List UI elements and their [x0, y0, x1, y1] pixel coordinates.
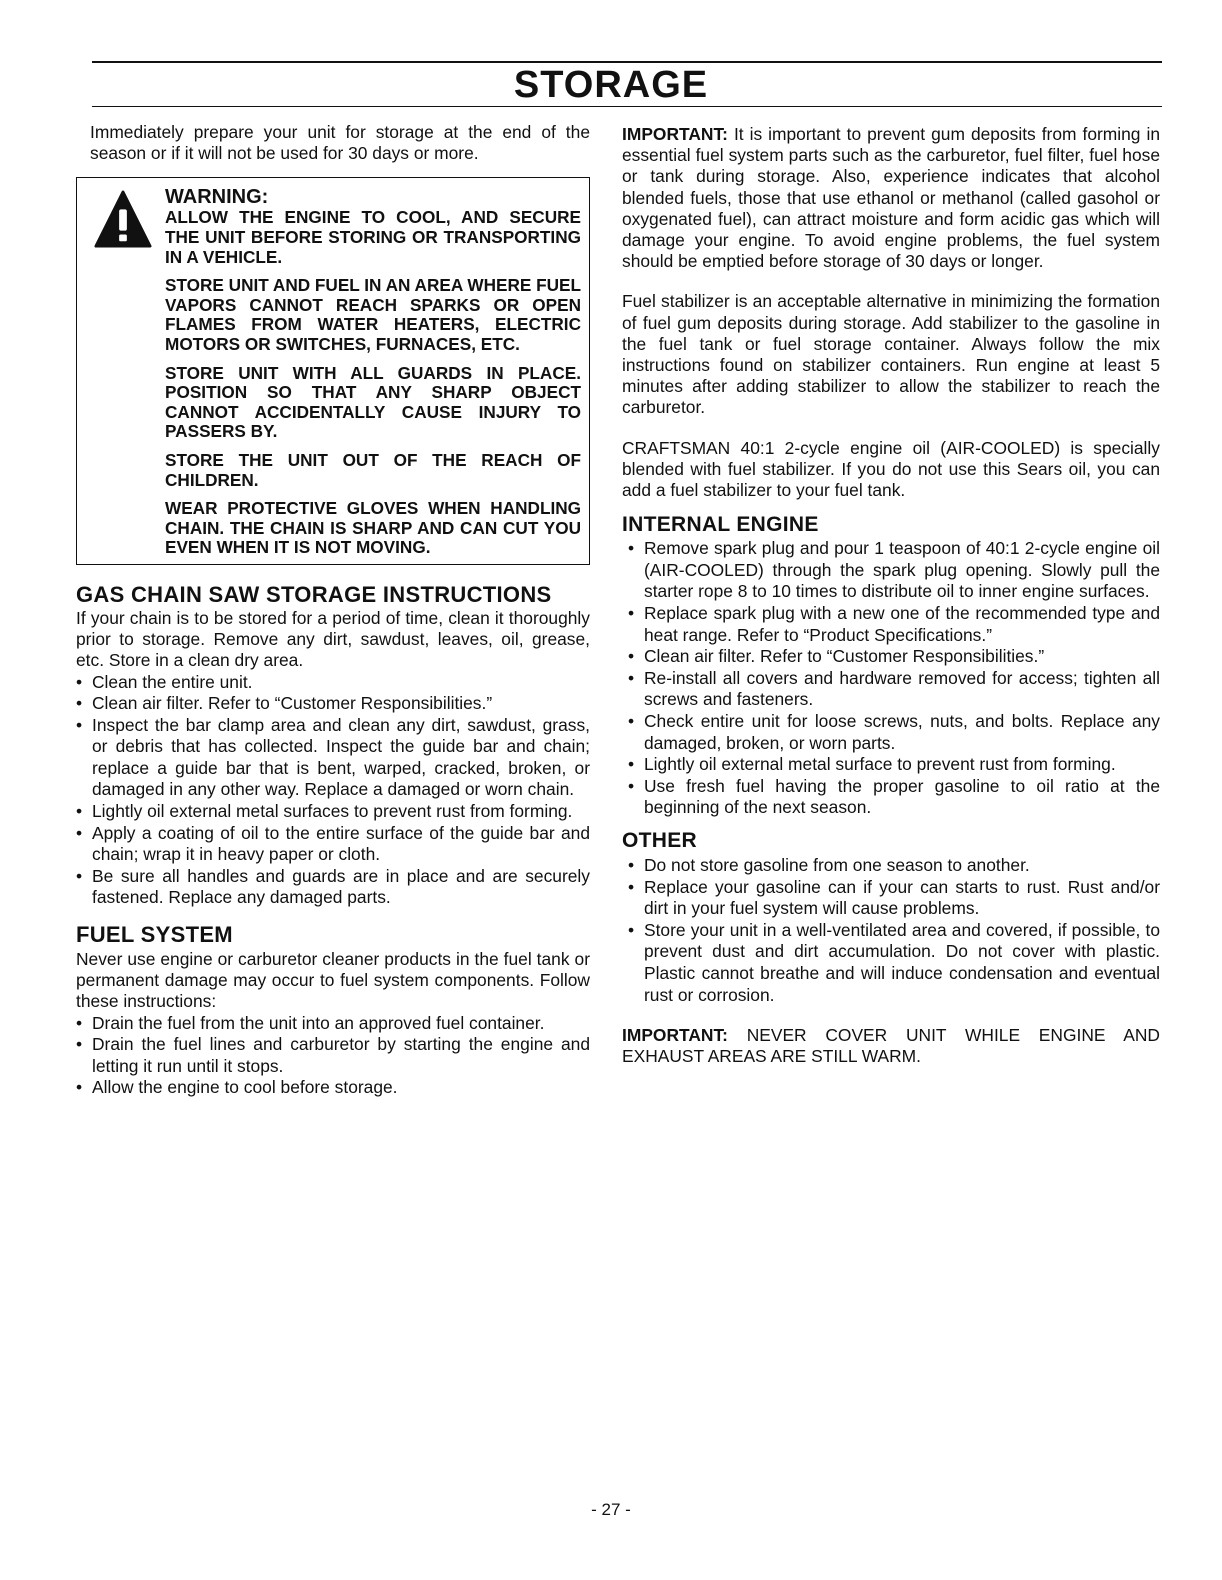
list-item: • Lightly oil external metal surface to prevent rust from forming.: [622, 754, 1160, 776]
warning-paragraph: STORE THE UNIT OUT OF THE REACH OF CHILDREN.: [165, 449, 581, 490]
warning-paragraph: STORE UNIT AND FUEL IN AN AREA WHERE FUEL VAPORS CANNOT REACH SPARKS OR OPEN FLAMES FROM WATER HEATERS, ELECTRIC MOTORS OR SWITCHES, FURNACES, ETC.: [165, 275, 582, 354]
page-title: STORAGE: [513, 64, 709, 106]
gas-storage-text: If your chain is to be stored for a period of time, clean it thoroughly prior to storage. Remove any dirt, sawdust, leaves, oil, grease, etc. Store in a clean dry area.: [76, 607, 590, 671]
list-item: • Use fresh fuel having the proper gasoline to oil ratio at the beginning of the next season.: [622, 776, 1160, 819]
warning-triangle-icon: [94, 189, 152, 251]
list-item: • Clean air filter. Refer to “Customer Responsibilities.”: [76, 693, 590, 715]
list-item: • Be sure all handles and guards are in place and are securely fastened. Replace any damaged parts.: [76, 866, 590, 909]
other-heading: OTHER: [622, 828, 697, 852]
warning-box: [76, 177, 590, 565]
important-text: It is important to prevent gum deposits from forming in essential fuel system parts such as the carburetor, fuel filter, fuel hose or tank during storage. Also, experience indicates that alcohol blended fuels, those that use ethanol or methanol (called gasohol or oxygenated fuel), can attract moisture and form acidic gas which will damage your engine. To avoid engine problems, the fuel system should be emptied before storage of 30 days or longer.: [622, 124, 1160, 272]
important-paragraph: [622, 124, 1160, 272]
list-item: • Drain the fuel from the unit into an approved fuel container.: [76, 1013, 590, 1035]
list-item: • Clean air filter. Refer to “Customer Responsibilities.”: [622, 646, 1160, 668]
fuel-system-heading: FUEL SYSTEM: [76, 922, 233, 948]
list-item: • Check entire unit for loose screws, nuts, and bolts. Replace any damaged, broken, or worn parts.: [622, 711, 1160, 754]
list-item: • Replace your gasoline can if your can starts to rust. Rust and/or dirt in your fuel system will cause problems.: [622, 877, 1160, 920]
intro-paragraph: Immediately prepare your unit for storage at the end of the season or if it will not be used for 30 days or more.: [90, 122, 590, 164]
list-item: • Store your unit in a well-ventilated area and covered, if possible, to prevent dust and dirt accumulation. Do not cover with plastic. Plastic cannot breathe and will induce condensation and eventual rust or corrosion.: [622, 920, 1160, 1006]
other-list: [622, 855, 1160, 1006]
important-warm-paragraph: [622, 1025, 1160, 1067]
important-label: IMPORTANT:: [622, 1025, 728, 1046]
warning-paragraph: WEAR PROTECTIVE GLOVES WHEN HANDLING CHAIN. THE CHAIN IS SHARP AND CAN CUT YOU EVEN WHEN IT IS NOT MOVING.: [165, 498, 581, 558]
title-rule: [92, 106, 1162, 107]
important-text: NEVER COVER UNIT WHILE ENGINE AND EXHAUST AREAS ARE STILL WARM.: [622, 1025, 1160, 1067]
warning-title: WARNING:: [165, 186, 269, 209]
internal-engine-list: [622, 538, 1160, 819]
list-item: • Clean the entire unit.: [76, 672, 590, 694]
list-item: • Do not store gasoline from one season to another.: [622, 855, 1160, 877]
internal-engine-heading: INTERNAL ENGINE: [622, 513, 819, 537]
gas-storage-heading: GAS CHAIN SAW STORAGE INSTRUCTIONS: [76, 581, 552, 607]
fuel-system-list: [76, 1013, 590, 1099]
right-column: [622, 124, 1160, 1068]
top-rule: [92, 61, 1162, 63]
stabilizer-paragraph: Fuel stabilizer is an acceptable alternative in minimizing the formation of fuel gum deposits during storage. Add stabilizer to the gasoline in the fuel tank or fuel storage container. Always follow the mix instructions found on stabilizer containers. Run engine at least 5 minutes after adding stabilizer to allow the stabilizer to reach the carburetor.: [622, 291, 1160, 418]
warning-paragraph: STORE UNIT WITH ALL GUARDS IN PLACE. POSITION SO THAT ANY SHARP OBJECT CANNOT ACCIDENTALLY CAUSE INJURY TO PASSERS BY.: [165, 362, 581, 442]
list-item: • Inspect the bar clamp area and clean any dirt, sawdust, grass, or debris that has collected. Inspect the guide bar and chain; replace a guide bar that is bent, warped, cracked, broken, or damaged in any other way. Replace a damaged or worn chain.: [76, 715, 590, 801]
warning-paragraph: ALLOW THE ENGINE TO COOL, AND SECURE THE UNIT BEFORE STORING OR TRANSPORTING IN A VEHICLE.: [165, 207, 581, 267]
list-item: • Re-install all covers and hardware removed for access; tighten all screws and fasteners.: [622, 668, 1160, 711]
left-column: [76, 122, 590, 1099]
list-item: • Allow the engine to cool before storage.: [76, 1077, 590, 1099]
page-number: - 27 -: [591, 1500, 631, 1519]
fuel-system-text: Never use engine or carburetor cleaner products in the fuel tank or permanent damage may occur to fuel system components. Follow these instructions:: [76, 949, 590, 1012]
important-label: IMPORTANT:: [622, 124, 728, 144]
gas-storage-list: [76, 672, 590, 910]
craftsman-paragraph: CRAFTSMAN 40:1 2-cycle engine oil (AIR-COOLED) is specially blended with fuel stabilizer. If you do not use this Sears oil, you can add a fuel stabilizer to your fuel tank.: [622, 437, 1160, 501]
list-item: • Replace spark plug with a new one of the recommended type and heat range. Refer to “Product Specifications.”: [622, 603, 1160, 646]
list-item: • Apply a coating of oil to the entire surface of the guide bar and chain; wrap it in heavy paper or cloth.: [76, 823, 590, 866]
list-item: • Lightly oil external metal surfaces to prevent rust from forming.: [76, 801, 590, 823]
list-item: • Remove spark plug and pour 1 teaspoon of 40:1 2-cycle engine oil (AIR-COOLED) through the spark plug opening. Slowly pull the starter rope 8 to 10 times to distribute oil to inner engine surfaces.: [622, 538, 1160, 603]
list-item: • Drain the fuel lines and carburetor by starting the engine and letting it run until it stops.: [76, 1034, 590, 1077]
